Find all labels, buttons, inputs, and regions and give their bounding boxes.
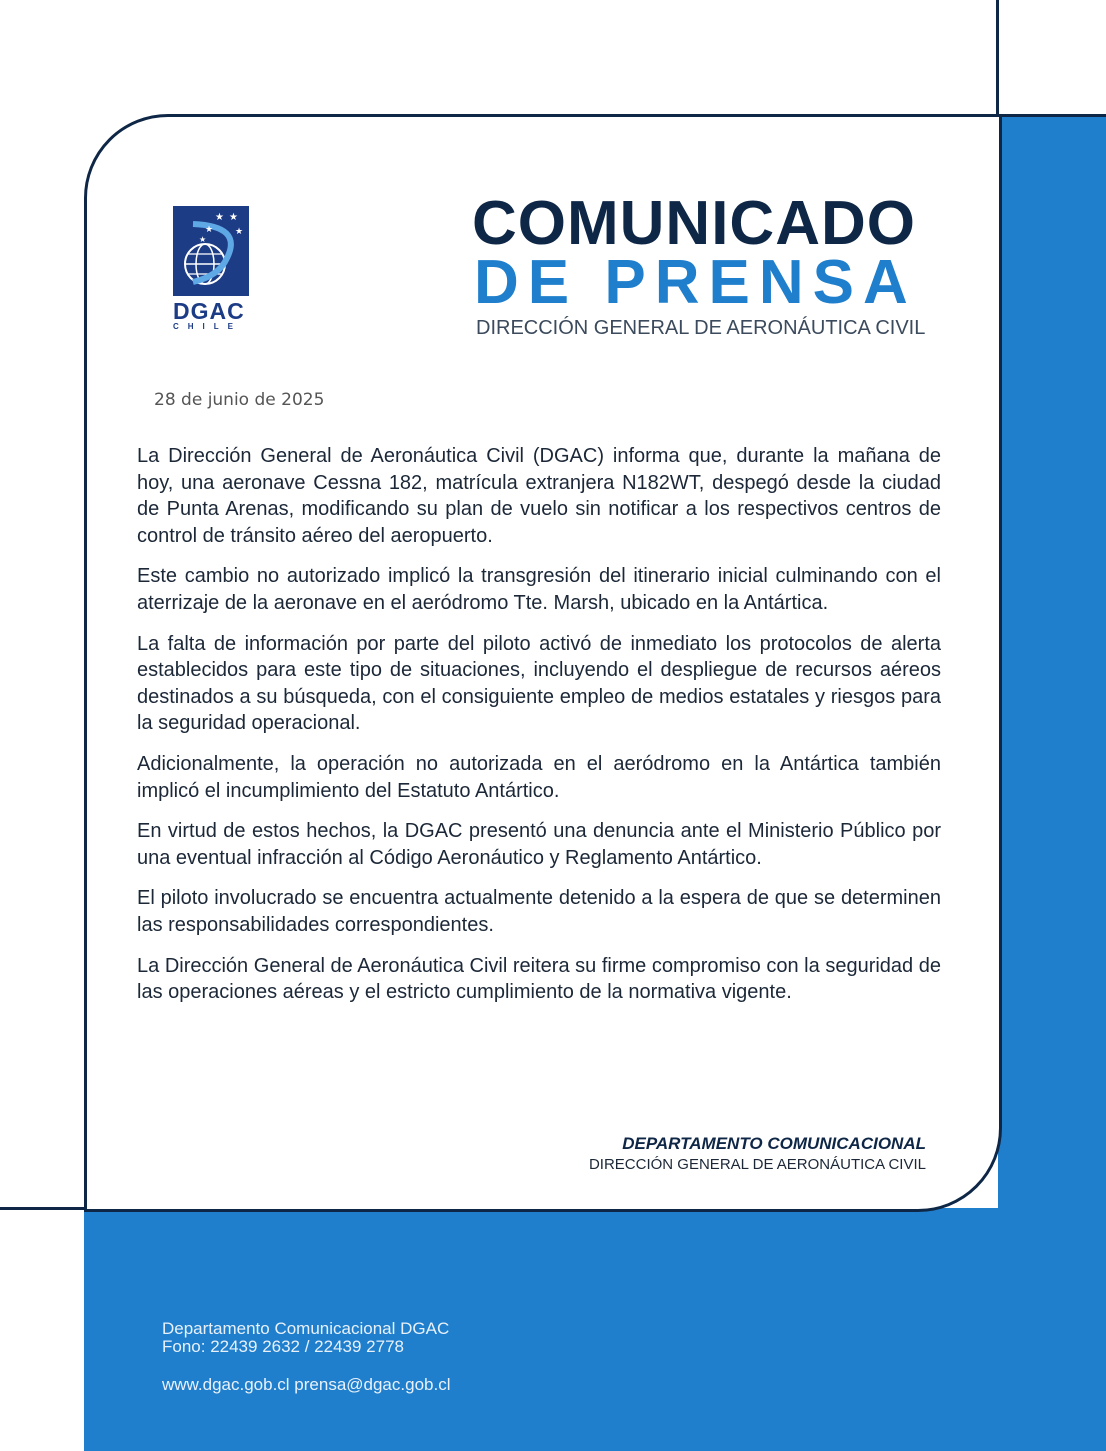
footer-phone: Fono: 22439 2632 / 22439 2778 [162,1337,404,1356]
bottom-left-line [0,1207,90,1210]
title-de-prensa: DE PRENSA [474,248,917,317]
footer-web-links[interactable]: www.dgac.gob.cl prensa@dgac.gob.cl [162,1375,451,1394]
signature-organization: DIRECCIÓN GENERAL DE AERONÁUTICA CIVIL [588,1156,926,1173]
signature-department: DEPARTAMENTO COMUNICACIONAL [622,1134,926,1153]
paragraph: El piloto involucrado se encuentra actualmente detenido a la espera de que se determinen las responsabilidades correspondientes. [137,887,941,936]
title-comunicado: COMUNICADO [472,189,916,258]
svg-text:★: ★ [199,235,207,244]
dgac-globe-logo-icon [173,206,249,296]
logo-name: DGAC [173,298,245,324]
title-organization: DIRECCIÓN GENERAL DE AERONÁUTICA CIVIL [476,317,926,339]
paragraph: La Dirección General de Aeronáutica Civil reitera su firme compromiso con la seguridad de las operaciones aéreas y el estricto cumplimiento de la normativa vigente. [137,954,941,1004]
svg-text:★: ★ [229,212,238,223]
paragraph: La falta de información por parte del piloto activó de inmediato los protocolos de alerta establecidos para este tipo de situaciones, incluyendo el despliegue de recursos aéreos destinados a su búsqueda, con el consiguiente empleo de medios estatales y riesgos para la seguridad operacional. [137,632,941,735]
svg-text:★: ★ [235,227,244,237]
paragraph: Este cambio no autorizado implicó la transgresión del itinerario inicial culminando con el aterrizaje de la aeronave en el aeródromo Tte. Marsh, ubicado en la Antártica. [137,565,941,614]
svg-text:★: ★ [205,225,214,235]
logo-country: CHILE [173,322,242,331]
corner-line-horizontal [996,114,1106,117]
footer-department: Departamento Comunicacional DGAC [162,1319,450,1338]
corner-line-vertical [996,0,999,120]
paragraph: En virtud de estos hechos, la DGAC presentó una denuncia ante el Ministerio Público por una eventual infracción al Código Aeronáutico y Reglamento Antártico. [137,820,941,869]
blue-side-band [998,116,1106,1216]
press-date: 28 de junio de 2025 [154,390,325,410]
paragraph: La Dirección General de Aeronáutica Civil (DGAC) informa que, durante la mañana de hoy, una aeronave Cessna 182, matrícula extranjera N182WT, despegó desde la ciudad de Punta Arenas, modificando su plan de vuelo sin notificar a los respectivos centros de control de tránsito aéreo del aeropuerto. [137,445,941,547]
dgac-logo [173,206,251,331]
footer-contact [162,1320,450,1394]
paragraph: Adicionalmente, la operación no autorizada en el aeródromo en la Antártica también implicó el incumplimiento del Estatuto Antártico. [137,752,941,802]
press-body [137,443,941,1020]
svg-text:★: ★ [215,212,224,223]
